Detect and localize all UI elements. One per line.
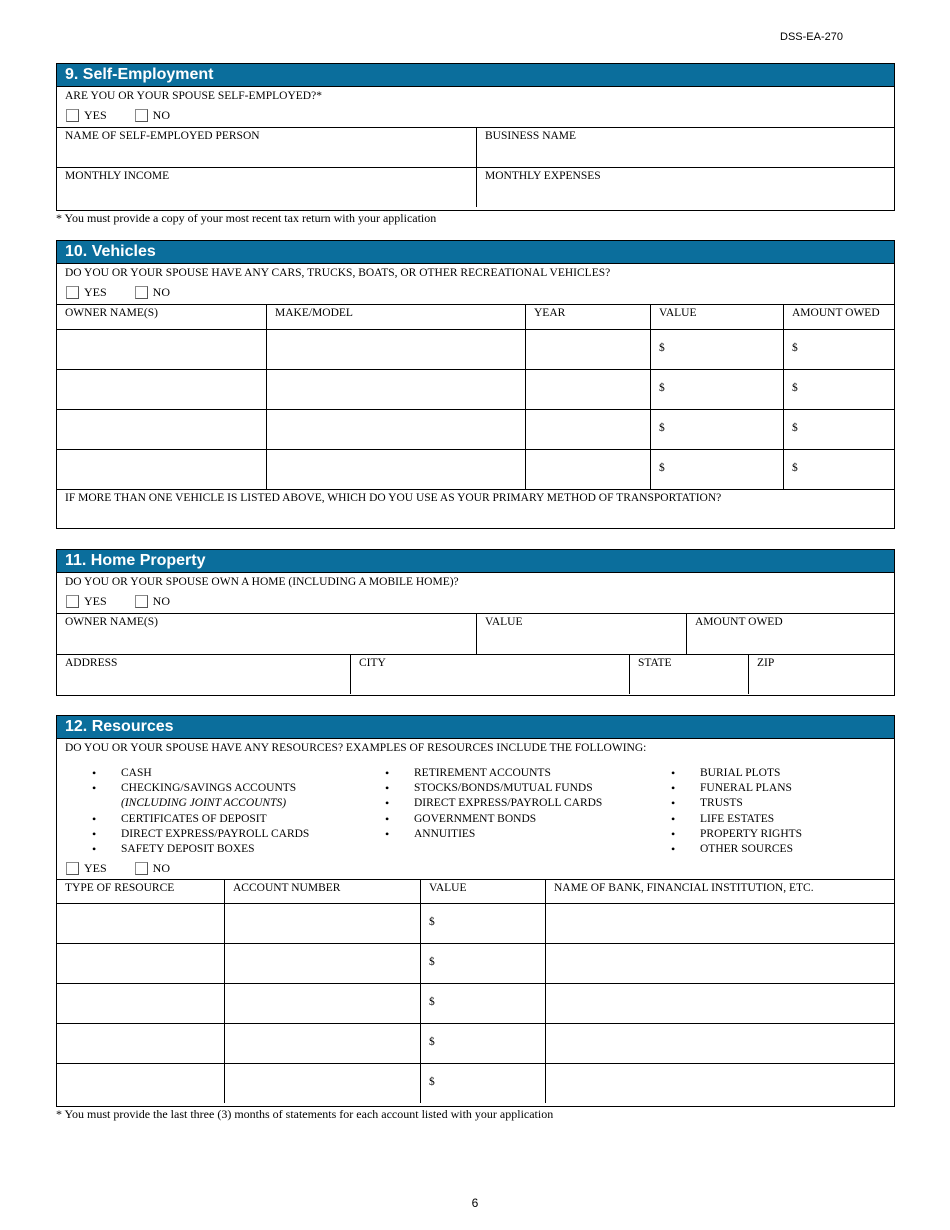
resource-list-col3 bbox=[671, 766, 851, 857]
value-field[interactable]: $ bbox=[650, 410, 783, 449]
no-checkbox[interactable] bbox=[135, 286, 148, 299]
home-address-row bbox=[57, 654, 894, 694]
col-owner: OWNER NAME(S) bbox=[65, 307, 158, 319]
list-item: • ANNUITIES bbox=[385, 827, 671, 842]
list-item: • CERTIFICATES OF DEPOSIT bbox=[92, 812, 385, 827]
self-employed-yes-no bbox=[57, 104, 894, 127]
statements-note: * You must provide the last three (3) months of statements for each account listed with your application bbox=[56, 1107, 554, 1121]
vehicles-question: DO YOU OR YOUR SPOUSE HAVE ANY CARS, TRUCKS, BOATS, OR OTHER RECREATIONAL VEHICLES? bbox=[65, 267, 611, 279]
list-item: • LIFE ESTATES bbox=[671, 812, 851, 827]
institution-field[interactable] bbox=[545, 904, 894, 943]
type-field[interactable] bbox=[57, 984, 224, 1023]
institution-field[interactable] bbox=[545, 944, 894, 983]
value-field[interactable]: $ bbox=[650, 370, 783, 409]
section-title: 9. Self-Employment bbox=[57, 64, 894, 87]
value-field[interactable]: $ bbox=[420, 984, 545, 1023]
amount-owed-field[interactable]: $ bbox=[783, 330, 894, 369]
section-self-employment bbox=[56, 63, 895, 211]
resource-examples bbox=[57, 756, 894, 857]
account-number-field[interactable] bbox=[224, 944, 420, 983]
list-item: • STOCKS/BONDS/MUTUAL FUNDS bbox=[385, 781, 671, 796]
name-row bbox=[57, 127, 894, 167]
yes-option[interactable]: YES bbox=[66, 285, 107, 300]
yes-checkbox[interactable] bbox=[66, 286, 79, 299]
owner-field[interactable] bbox=[57, 330, 266, 369]
col-value: VALUE bbox=[420, 880, 545, 903]
institution-field[interactable] bbox=[545, 1064, 894, 1103]
list-item-note: (INCLUDING JOINT ACCOUNTS) bbox=[121, 797, 287, 810]
name-field[interactable]: NAME OF SELF-EMPLOYED PERSON bbox=[65, 130, 260, 142]
list-item: • FUNERAL PLANS bbox=[671, 781, 851, 796]
list-item: • OTHER SOURCES bbox=[671, 842, 851, 857]
col-account-number: ACCOUNT NUMBER bbox=[224, 880, 420, 903]
account-number-field[interactable] bbox=[224, 1024, 420, 1063]
value-field[interactable]: $ bbox=[420, 904, 545, 943]
home-value-field[interactable]: VALUE bbox=[476, 614, 686, 654]
home-yes-no bbox=[57, 590, 894, 613]
value-field[interactable]: $ bbox=[650, 450, 783, 489]
year-field[interactable] bbox=[525, 370, 650, 409]
year-field[interactable] bbox=[525, 410, 650, 449]
type-field[interactable] bbox=[57, 1024, 224, 1063]
section-vehicles bbox=[56, 240, 895, 529]
col-value: VALUE bbox=[650, 305, 783, 329]
amount-owed-field[interactable]: $ bbox=[783, 410, 894, 449]
account-number-field[interactable] bbox=[224, 1064, 420, 1103]
owner-field[interactable] bbox=[57, 370, 266, 409]
state-field[interactable]: STATE bbox=[629, 655, 748, 694]
no-option[interactable]: NO bbox=[135, 861, 170, 876]
list-item: • PROPERTY RIGHTS bbox=[671, 827, 851, 842]
value-field[interactable]: $ bbox=[420, 944, 545, 983]
list-item: • DIRECT EXPRESS/PAYROLL CARDS bbox=[92, 827, 385, 842]
monthly-expenses-field[interactable]: MONTHLY EXPENSES bbox=[476, 168, 894, 207]
primary-vehicle-field[interactable]: IF MORE THAN ONE VEHICLE IS LISTED ABOVE, WHICH DO YOU USE AS YOUR PRIMARY METHOD OF TRANSPORTATION? bbox=[65, 492, 722, 504]
list-item: • RETIREMENT ACCOUNTS bbox=[385, 766, 671, 781]
vehicle-row bbox=[57, 329, 894, 369]
yes-checkbox[interactable] bbox=[66, 862, 79, 875]
list-item: • TRUSTS bbox=[671, 796, 851, 811]
make-model-field[interactable] bbox=[266, 450, 525, 489]
list-item: • GOVERNMENT BONDS bbox=[385, 812, 671, 827]
tax-return-note: * You must provide a copy of your most recent tax return with your application bbox=[56, 211, 437, 225]
business-name-field[interactable]: BUSINESS NAME bbox=[476, 128, 894, 167]
home-amount-owed-field[interactable]: AMOUNT OWED bbox=[686, 614, 894, 654]
col-year: YEAR bbox=[525, 305, 650, 329]
institution-field[interactable] bbox=[545, 984, 894, 1023]
yes-option[interactable]: YES bbox=[66, 594, 107, 609]
vehicle-row bbox=[57, 369, 894, 409]
yes-checkbox[interactable] bbox=[66, 595, 79, 608]
col-make-model: MAKE/MODEL bbox=[266, 305, 525, 329]
value-field[interactable]: $ bbox=[420, 1064, 545, 1103]
value-field[interactable]: $ bbox=[420, 1024, 545, 1063]
vehicle-row bbox=[57, 409, 894, 449]
address-field[interactable]: ADDRESS bbox=[65, 657, 118, 669]
year-field[interactable] bbox=[525, 450, 650, 489]
no-option[interactable]: NO bbox=[135, 108, 170, 123]
resource-row bbox=[57, 1023, 894, 1063]
resource-row bbox=[57, 943, 894, 983]
resource-row bbox=[57, 1063, 894, 1103]
no-checkbox[interactable] bbox=[135, 862, 148, 875]
list-item: • CASH bbox=[92, 766, 385, 781]
list-item: • SAFETY DEPOSIT BOXES bbox=[92, 842, 385, 857]
yes-checkbox[interactable] bbox=[66, 109, 79, 122]
home-owner-field[interactable]: OWNER NAME(S) bbox=[65, 616, 158, 628]
resource-row bbox=[57, 903, 894, 943]
resource-list-col2 bbox=[385, 766, 671, 857]
institution-field[interactable] bbox=[545, 1024, 894, 1063]
resource-row bbox=[57, 983, 894, 1023]
col-institution: NAME OF BANK, FINANCIAL INSTITUTION, ETC. bbox=[545, 880, 894, 903]
col-amount-owed: AMOUNT OWED bbox=[783, 305, 894, 329]
vehicles-header-row bbox=[57, 304, 894, 329]
account-number-field[interactable] bbox=[224, 904, 420, 943]
section-resources bbox=[56, 715, 895, 1107]
no-checkbox[interactable] bbox=[135, 595, 148, 608]
no-option[interactable]: NO bbox=[135, 594, 170, 609]
resources-yes-no bbox=[57, 857, 894, 879]
monthly-income-field[interactable]: MONTHLY INCOME bbox=[65, 170, 170, 182]
zip-field[interactable]: ZIP bbox=[748, 655, 894, 694]
col-type: TYPE OF RESOURCE bbox=[65, 882, 175, 895]
vehicle-row bbox=[57, 449, 894, 489]
list-item: • CHECKING/SAVINGS ACCOUNTS bbox=[92, 781, 385, 796]
make-model-field[interactable] bbox=[266, 370, 525, 409]
resources-question: DO YOU OR YOUR SPOUSE HAVE ANY RESOURCES? EXAMPLES OF RESOURCES INCLUDE THE FOLLOWING: bbox=[65, 742, 647, 754]
vehicles-yes-no bbox=[57, 281, 894, 304]
list-item: • BURIAL PLOTS bbox=[671, 766, 851, 781]
type-field[interactable] bbox=[57, 944, 224, 983]
section-title: 10. Vehicles bbox=[57, 241, 894, 264]
section-home-property bbox=[56, 549, 895, 696]
home-owner-row bbox=[57, 613, 894, 654]
resources-header-row bbox=[57, 879, 894, 903]
owner-field[interactable] bbox=[57, 410, 266, 449]
self-employed-question: ARE YOU OR YOUR SPOUSE SELF-EMPLOYED?* bbox=[65, 90, 322, 102]
home-question: DO YOU OR YOUR SPOUSE OWN A HOME (INCLUDING A MOBILE HOME)? bbox=[65, 576, 459, 588]
account-number-field[interactable] bbox=[224, 984, 420, 1023]
amount-owed-field[interactable]: $ bbox=[783, 370, 894, 409]
owner-field[interactable] bbox=[57, 450, 266, 489]
yes-option[interactable]: YES bbox=[66, 861, 107, 876]
form-id: DSS-EA-270 bbox=[780, 31, 843, 43]
make-model-field[interactable] bbox=[266, 410, 525, 449]
type-field[interactable] bbox=[57, 1064, 224, 1103]
city-field[interactable]: CITY bbox=[350, 655, 629, 694]
list-item: • DIRECT EXPRESS/PAYROLL CARDS bbox=[385, 796, 671, 811]
section-title: 11. Home Property bbox=[57, 550, 894, 573]
no-option[interactable]: NO bbox=[135, 285, 170, 300]
value-field[interactable]: $ bbox=[650, 330, 783, 369]
section-title: 12. Resources bbox=[57, 716, 894, 739]
year-field[interactable] bbox=[525, 330, 650, 369]
resource-list-col1 bbox=[92, 766, 385, 857]
type-field[interactable] bbox=[57, 904, 224, 943]
no-checkbox[interactable] bbox=[135, 109, 148, 122]
income-row bbox=[57, 167, 894, 207]
make-model-field[interactable] bbox=[266, 330, 525, 369]
amount-owed-field[interactable]: $ bbox=[783, 450, 894, 489]
primary-vehicle-row bbox=[57, 489, 894, 528]
yes-option[interactable]: YES bbox=[66, 108, 107, 123]
page-number: 6 bbox=[471, 1196, 479, 1210]
